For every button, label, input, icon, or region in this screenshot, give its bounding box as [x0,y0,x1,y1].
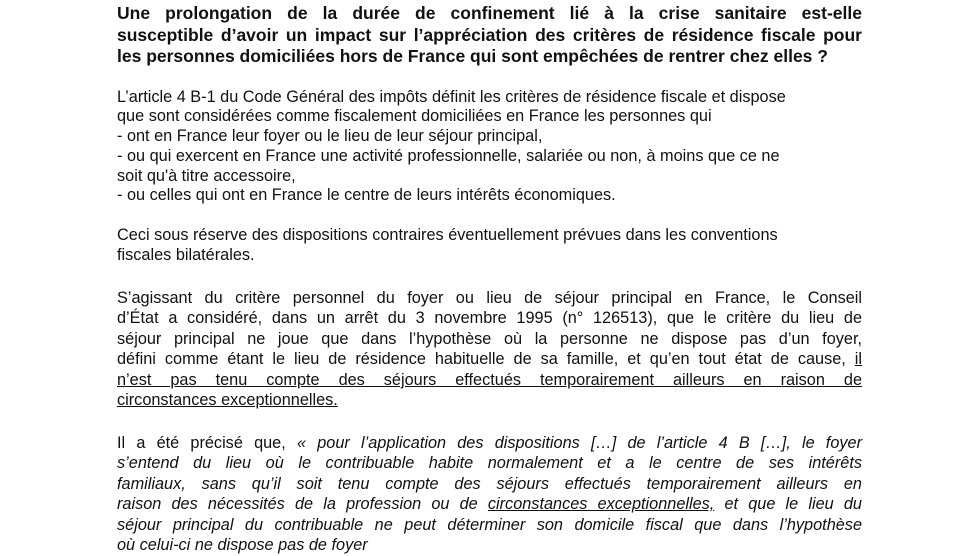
paragraph-article-4b [117,88,862,207]
text-span: et que le lieu du [724,495,862,514]
heading-line: les personnes domiciliées hors de France qui sont empêchées de rentrer chez elles ? [117,46,828,66]
heading-line: susceptible d’avoir un impact sur l’appréciation des critères de résidence fiscale pour [117,24,862,45]
text-line: soit qu'à titre accessoire, [117,166,296,185]
quote-line: s’entend du lieu où le contribuable habite normalement et a le centre de ses intérêts [117,454,862,473]
quote-line: familiaux, sans qu’il soit tenu compte des séjours effectués temporairement ailleurs en [117,474,862,493]
underlined-text: n’est pas tenu compte des séjours effectués temporairement ailleurs en raison de [117,370,862,389]
text-line: - ou celles qui ont en France le centre de leurs intérêts économiques. [117,186,616,205]
text-line: S’agissant du critère personnel du foyer ou lieu de séjour principal en France, le Conseil [117,288,862,307]
text-line: séjour principal ne joue que dans l’hypothèse où la personne ne dispose pas d’un foyer, [117,329,862,348]
quote-line: où celui-ci ne dispose pas de foyer [117,536,368,555]
text-line: L’article 4 B-1 du Code Général des impôts définit les critères de résidence fiscale et dispose [117,87,786,106]
text-line: - ont en France leur foyer ou le lieu de leur séjour principal, [117,127,543,146]
paragraph-citation [117,433,862,556]
paragraph-conseil-etat [117,288,862,411]
text-line [117,349,862,370]
question-heading [117,3,862,68]
quote-text: « pour l’application des dispositions […] de l’article 4 B […], le foyer [296,433,863,452]
text-line: fiscales bilatérales. [117,246,255,265]
underlined-text: il [854,350,862,369]
text-line: - ou qui exercent en France une activité professionnelle, salariée ou non, à moins que ce ne [117,146,780,165]
text-line [117,390,862,411]
text-span: défini comme étant le lieu de résidence habituelle de sa famille, et qu’en tout état de cause, [117,350,846,369]
text-span: Il a été précisé que, [117,433,286,452]
text-line: Ceci sous réserve des dispositions contraires éventuellement prévues dans les conventions [117,226,778,245]
underlined-text: circonstances exceptionnelles, [487,495,715,514]
quote-line: séjour principal du contribuable ne peut déterminer son domicile fiscal que dans l’hypothèse [117,515,862,534]
paragraph-conventions [117,226,862,266]
heading-line: Une prolongation de la durée de confinement lié à la crise sanitaire est-elle [117,3,862,23]
underlined-text: circonstances exceptionnelles. [117,391,338,410]
document-page [117,0,862,556]
quote-line [117,494,862,515]
text-line: que sont considérées comme fiscalement domiciliées en France les personnes qui [117,107,712,126]
text-line [117,433,862,454]
text-line: d’État a considéré, dans un arrêt du 3 novembre 1995 (n° 126513), que le critère du lieu de [117,309,862,328]
text-line [117,370,862,391]
text-span: raison des nécessités de la profession ou de [117,495,478,514]
